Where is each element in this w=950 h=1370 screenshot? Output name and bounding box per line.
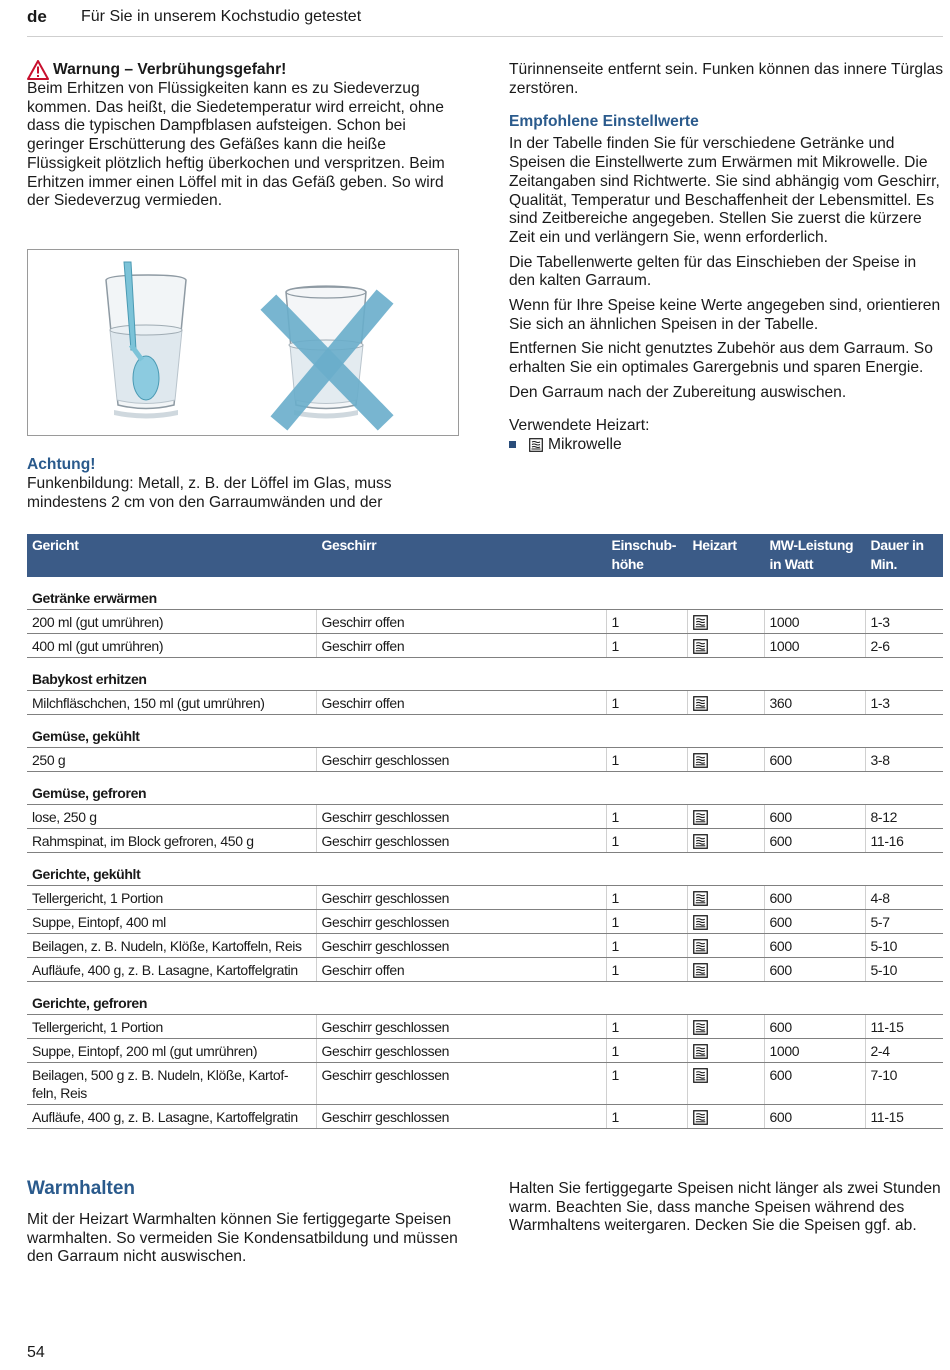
cell-power: 600 bbox=[764, 1063, 865, 1105]
microwave-icon bbox=[693, 834, 708, 849]
cell-dishware: Geschirr geschlossen bbox=[316, 1063, 606, 1105]
cell-level: 1 bbox=[606, 691, 687, 715]
heat-mode-name: Mikrowelle bbox=[548, 436, 622, 454]
cell-dish: Suppe, Eintopf, 200 ml (gut umrühren) bbox=[27, 1039, 316, 1063]
warning-triangle-icon bbox=[27, 60, 49, 80]
cell-dishware: Geschirr geschlossen bbox=[316, 1015, 606, 1039]
bullet-icon bbox=[509, 441, 516, 448]
microwave-icon bbox=[693, 615, 708, 630]
cell-dishware: Geschirr offen bbox=[316, 610, 606, 634]
settings-paragraph-1: In der Tabelle finden Sie für verschiedene Getränke und Speisen die Einstellwerte zum Erwärmen mit Mikrowelle. Die Zeitangaben sind Richtwerte. Sie sind abhängig vom Geschirr, Qualität, Temperatur und Beschaffenheit der Lebensmittel. Es sind Zeitbereiche angegeben. Stellen Sie zuerst die kürzere Zeit ein und verlängern Sie, wenn erforderlich. bbox=[509, 135, 940, 246]
warning-heading bbox=[27, 60, 459, 80]
cell-dish: Rahmspinat, im Block gefroren, 450 g bbox=[27, 829, 316, 853]
table-group-row bbox=[27, 772, 943, 805]
cell-dishware: Geschirr geschlossen bbox=[316, 910, 606, 934]
header-level bbox=[606, 534, 687, 577]
cell-power: 600 bbox=[764, 958, 865, 982]
header-duration-label: Dauer in Min. bbox=[870, 537, 924, 572]
microwave-icon bbox=[693, 1110, 708, 1125]
warmhalten-left-text: Mit der Heizart Warmhalten können Sie fertiggegarte Speisen warmhalten. So vermeiden Sie Kondensatbildung und müssen den Garraum nicht auswischen. bbox=[27, 1211, 458, 1266]
header-heat-label: Heizart bbox=[692, 537, 737, 553]
attention-text: Funkenbildung: Metall, z. B. der Löffel im Glas, muss mindestens 2 cm von den Garraumwänden und der bbox=[27, 475, 392, 511]
cell-dish: Tellergericht, 1 Portion bbox=[27, 1015, 316, 1039]
table-row bbox=[27, 886, 943, 910]
cell-dishware: Geschirr offen bbox=[316, 691, 606, 715]
cell-duration: 11-15 bbox=[865, 1015, 943, 1039]
cell-power: 600 bbox=[764, 910, 865, 934]
header-level-label: Einschub- höhe bbox=[611, 537, 677, 572]
cell-power: 600 bbox=[764, 1015, 865, 1039]
cell-level: 1 bbox=[606, 610, 687, 634]
page-number: 54 bbox=[27, 1344, 45, 1361]
table-row bbox=[27, 1105, 943, 1129]
cell-dishware: Geschirr geschlossen bbox=[316, 1039, 606, 1063]
cell-duration: 8-12 bbox=[865, 805, 943, 829]
settings-table bbox=[27, 534, 943, 1129]
right-column bbox=[509, 61, 945, 454]
cell-power: 1000 bbox=[764, 1039, 865, 1063]
cell-level: 1 bbox=[606, 805, 687, 829]
cell-duration: 5-7 bbox=[865, 910, 943, 934]
table-row bbox=[27, 934, 943, 958]
cell-dish: Beilagen, z. B. Nudeln, Klöße, Kartoffeln, Reis bbox=[27, 934, 316, 958]
glass-with-spoon-icon bbox=[106, 262, 186, 419]
cell-power: 1000 bbox=[764, 610, 865, 634]
header-power bbox=[764, 534, 865, 577]
table-group-row bbox=[27, 853, 943, 886]
cell-level: 1 bbox=[606, 1039, 687, 1063]
header-dish bbox=[27, 534, 316, 577]
warning-text: Beim Erhitzen von Flüssigkeiten kann es zu Siedeverzug kommen. Das heißt, die Siedetemperatur wird erreicht, ohne dass die typischen Dampfblasen aufsteigen. Schon bei geringer Erschütterung des Gefäßes kann die heiße Flüssigkeit plötzlich heftig überkochen und verspritzen. Beim Erhitzen immer einen Löffel mit in das Gefäß geben. So wird der Siedeverzug vermieden. bbox=[27, 80, 445, 210]
cell-heat bbox=[687, 934, 764, 958]
table-group-row bbox=[27, 715, 943, 748]
table-group-row bbox=[27, 658, 943, 691]
microwave-icon bbox=[693, 1020, 708, 1035]
table-row bbox=[27, 958, 943, 982]
microwave-icon bbox=[693, 753, 708, 768]
cell-heat bbox=[687, 691, 764, 715]
cell-level: 1 bbox=[606, 634, 687, 658]
table-row bbox=[27, 1039, 943, 1063]
cell-heat bbox=[687, 886, 764, 910]
microwave-icon bbox=[693, 810, 708, 825]
cell-heat bbox=[687, 1063, 764, 1105]
cell-dish: Aufläufe, 400 g, z. B. Lasagne, Kartoffelgratin bbox=[27, 1105, 316, 1129]
group-title: Gemüse, gekühlt bbox=[27, 715, 943, 748]
warning-block bbox=[27, 60, 459, 211]
header-dishware-label: Geschirr bbox=[321, 537, 377, 553]
cell-dish: Beilagen, 500 g z. B. Nudeln, Klöße, Kartof- feln, Reis bbox=[27, 1063, 316, 1105]
microwave-icon bbox=[693, 939, 708, 954]
microwave-icon bbox=[529, 438, 543, 452]
microwave-icon bbox=[693, 639, 708, 654]
warmhalten-right bbox=[509, 1180, 945, 1236]
continued-text: Türinnenseite entfernt sein. Funken können das innere Türglas zerstören. bbox=[509, 61, 944, 97]
cell-heat bbox=[687, 910, 764, 934]
header-dish-label: Gericht bbox=[32, 537, 79, 553]
table-row bbox=[27, 748, 943, 772]
section-title: Für Sie in unserem Kochstudio getestet bbox=[81, 8, 362, 25]
table-group-row bbox=[27, 982, 943, 1015]
cell-power: 600 bbox=[764, 934, 865, 958]
cell-duration: 1-3 bbox=[865, 691, 943, 715]
table-row bbox=[27, 910, 943, 934]
cell-duration: 4-8 bbox=[865, 886, 943, 910]
cell-heat bbox=[687, 634, 764, 658]
cell-heat bbox=[687, 1015, 764, 1039]
cell-dish: Aufläufe, 400 g, z. B. Lasagne, Kartoffelgratin bbox=[27, 958, 316, 982]
attention-block bbox=[27, 455, 459, 512]
header-heat bbox=[687, 534, 764, 577]
cell-power: 600 bbox=[764, 886, 865, 910]
table-row bbox=[27, 1015, 943, 1039]
cell-duration: 1-3 bbox=[865, 610, 943, 634]
cell-duration: 7-10 bbox=[865, 1063, 943, 1105]
table-row bbox=[27, 691, 943, 715]
cell-power: 360 bbox=[764, 691, 865, 715]
attention-title: Achtung! bbox=[27, 456, 96, 473]
settings-paragraph-4: Entfernen Sie nicht genutztes Zubehör aus dem Garraum. So erhalten Sie ein optimales Garergebnis und sparen Energie. bbox=[509, 340, 933, 377]
glasses-illustration-graphic bbox=[28, 250, 458, 435]
table-header-row bbox=[27, 534, 943, 577]
glass-spoon-illustration bbox=[27, 249, 459, 436]
microwave-icon bbox=[693, 696, 708, 711]
heat-mode-label: Verwendete Heizart: bbox=[509, 416, 650, 434]
group-title: Babykost erhitzen bbox=[27, 658, 943, 691]
cell-duration: 5-10 bbox=[865, 958, 943, 982]
cell-duration: 5-10 bbox=[865, 934, 943, 958]
cell-heat bbox=[687, 610, 764, 634]
microwave-icon bbox=[693, 1068, 708, 1083]
header-power-label: MW-Leistung in Watt bbox=[769, 537, 854, 572]
table-body bbox=[27, 577, 943, 1129]
table-row bbox=[27, 610, 943, 634]
cell-level: 1 bbox=[606, 1063, 687, 1105]
cell-level: 1 bbox=[606, 1015, 687, 1039]
cell-power: 600 bbox=[764, 829, 865, 853]
cell-dishware: Geschirr geschlossen bbox=[316, 805, 606, 829]
cell-heat bbox=[687, 958, 764, 982]
table-row bbox=[27, 634, 943, 658]
cell-heat bbox=[687, 829, 764, 853]
cell-dish: Tellergericht, 1 Portion bbox=[27, 886, 316, 910]
table-row bbox=[27, 805, 943, 829]
cell-power: 600 bbox=[764, 748, 865, 772]
cell-duration: 3-8 bbox=[865, 748, 943, 772]
table-row bbox=[27, 1063, 943, 1105]
cell-dish: 400 ml (gut umrühren) bbox=[27, 634, 316, 658]
header-dishware bbox=[316, 534, 606, 577]
table-group-row bbox=[27, 577, 943, 610]
header-duration bbox=[865, 534, 943, 577]
cell-dishware: Geschirr offen bbox=[316, 634, 606, 658]
cell-level: 1 bbox=[606, 958, 687, 982]
cell-dish: Milchfläschchen, 150 ml (gut umrühren) bbox=[27, 691, 316, 715]
settings-paragraph-5: Den Garraum nach der Zubereitung auswischen. bbox=[509, 383, 847, 401]
cell-level: 1 bbox=[606, 886, 687, 910]
cell-dishware: Geschirr offen bbox=[316, 958, 606, 982]
cell-dish: Suppe, Eintopf, 400 ml bbox=[27, 910, 316, 934]
table-row bbox=[27, 829, 943, 853]
cell-dishware: Geschirr geschlossen bbox=[316, 829, 606, 853]
cell-duration: 2-6 bbox=[865, 634, 943, 658]
header-divider bbox=[27, 36, 943, 37]
cell-level: 1 bbox=[606, 910, 687, 934]
cell-duration: 11-16 bbox=[865, 829, 943, 853]
microwave-icon bbox=[693, 915, 708, 930]
settings-heading: Empfohlene Einstellwerte bbox=[509, 113, 699, 131]
cell-dishware: Geschirr geschlossen bbox=[316, 1105, 606, 1129]
group-title: Getränke erwärmen bbox=[27, 577, 943, 610]
cell-duration: 11-15 bbox=[865, 1105, 943, 1129]
cell-heat bbox=[687, 1039, 764, 1063]
warmhalten-right-text: Halten Sie fertiggegarte Speisen nicht länger als zwei Stunden warm. Beachten Sie, dass manche Speisen während des Warmhaltens weitergaren. Decken Sie die Speisen ggf. ab. bbox=[509, 1180, 941, 1235]
cell-dish: lose, 250 g bbox=[27, 805, 316, 829]
cell-dishware: Geschirr geschlossen bbox=[316, 886, 606, 910]
cell-duration: 2-4 bbox=[865, 1039, 943, 1063]
group-title: Gerichte, gefroren bbox=[27, 982, 943, 1015]
microwave-icon bbox=[693, 891, 708, 906]
cell-level: 1 bbox=[606, 829, 687, 853]
cell-level: 1 bbox=[606, 748, 687, 772]
cell-power: 600 bbox=[764, 1105, 865, 1129]
settings-paragraph-3: Wenn für Ihre Speise keine Werte angegeben sind, orientieren Sie sich an ähnlichen Speisen in der Tabelle. bbox=[509, 297, 941, 333]
cell-dishware: Geschirr geschlossen bbox=[316, 934, 606, 958]
language-code: de bbox=[27, 7, 47, 26]
warmhalten-left bbox=[27, 1211, 459, 1267]
cell-heat bbox=[687, 748, 764, 772]
warning-title: Warnung – Verbrühungsgefahr! bbox=[53, 60, 287, 78]
cell-heat bbox=[687, 1105, 764, 1129]
cell-dish: 250 g bbox=[27, 748, 316, 772]
microwave-icon bbox=[693, 963, 708, 978]
cell-level: 1 bbox=[606, 1105, 687, 1129]
cell-power: 600 bbox=[764, 805, 865, 829]
heat-mode-item bbox=[509, 435, 945, 454]
cell-level: 1 bbox=[606, 934, 687, 958]
cell-heat bbox=[687, 805, 764, 829]
settings-paragraph-2: Die Tabellenwerte gelten für das Einschieben der Speise in den kalten Garraum. bbox=[509, 253, 917, 290]
microwave-icon bbox=[693, 1044, 708, 1059]
group-title: Gemüse, gefroren bbox=[27, 772, 943, 805]
warmhalten-heading: Warmhalten bbox=[27, 1178, 136, 1199]
cell-dish: 200 ml (gut umrühren) bbox=[27, 610, 316, 634]
cell-dishware: Geschirr geschlossen bbox=[316, 748, 606, 772]
cell-power: 1000 bbox=[764, 634, 865, 658]
group-title: Gerichte, gekühlt bbox=[27, 853, 943, 886]
